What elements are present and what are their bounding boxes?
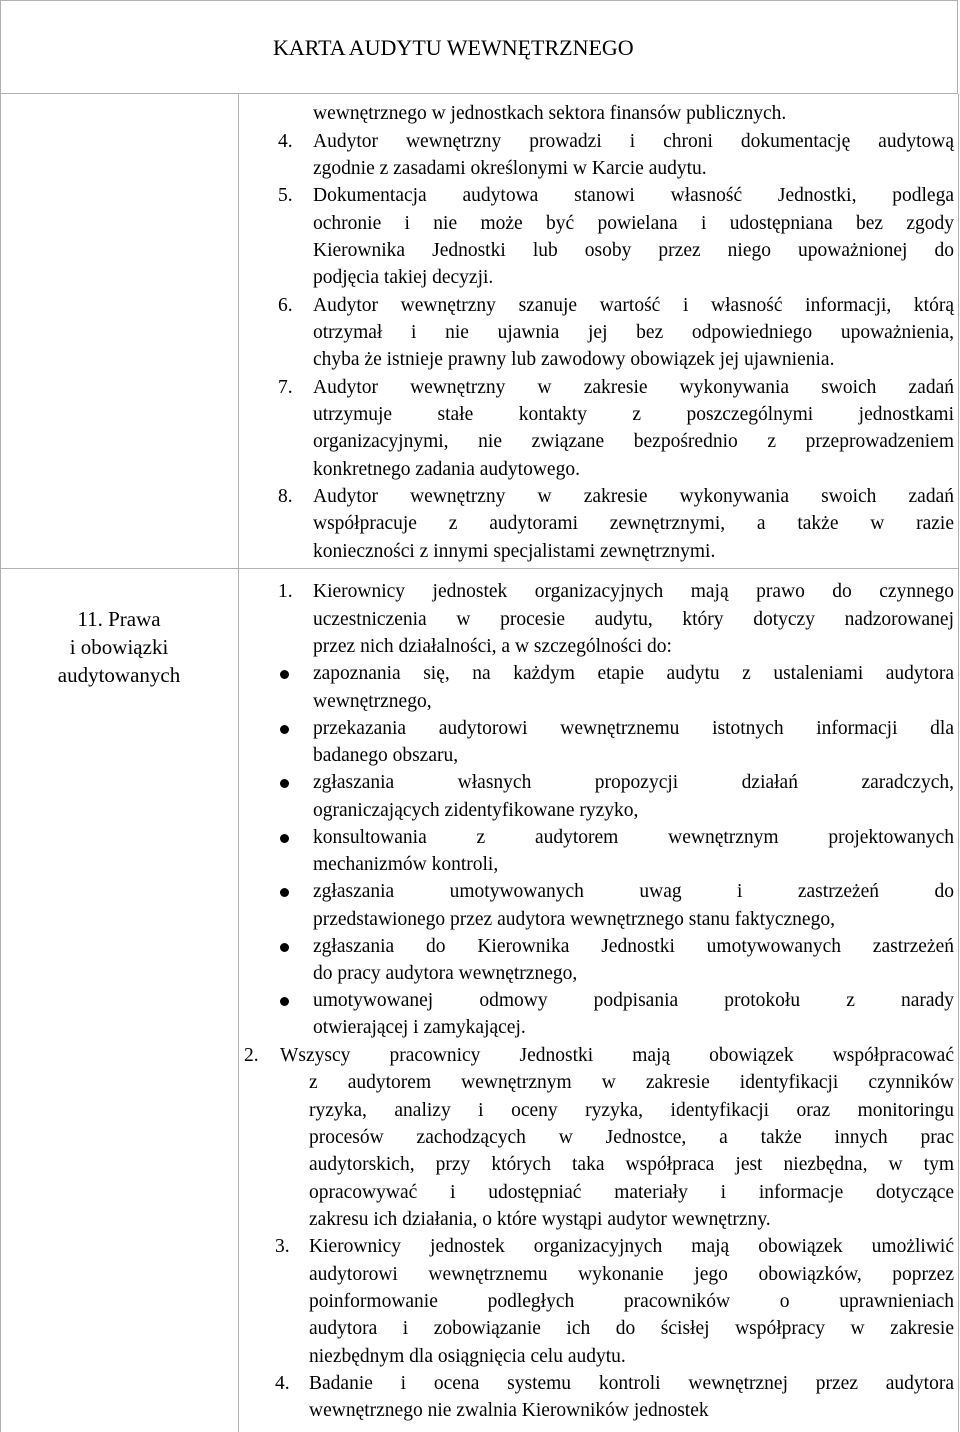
bullet-line: konsultowania z audytorem wewnętrznym projektowanych: [313, 827, 954, 848]
item-number: 4.: [275, 1373, 290, 1394]
paragraph-line: Wszyscy pracownicy Jednostki mają obowiązek współpracować: [280, 1045, 954, 1066]
paragraph-line: ryzyka, analizy i oceny ryzyka, identyfikacji oraz monitoringu: [309, 1100, 954, 1121]
section-label-line: audytowanych: [57, 663, 181, 687]
bullet-line: zgłaszania umotywowanych uwag i zastrzeżeń do: [313, 881, 954, 902]
header-cell: [0, 0, 958, 94]
item-number: 4.: [278, 131, 293, 152]
paragraph-line: wewnętrznego nie zwalnia Kierowników jednostek: [309, 1400, 709, 1421]
bullet-line: zapoznania się, na każdym etapie audytu z ustaleniami audytora: [313, 663, 954, 684]
paragraph-line: audytorskich, przy których taka współpraca jest niezbędna, w tym: [309, 1154, 954, 1175]
item-number: 8.: [278, 486, 293, 507]
paragraph-line: niezbędnym dla osiągnięcia celu audytu.: [309, 1346, 626, 1367]
paragraph-line: uczestniczenia w procesie audytu, który dotyczy nadzorowanej: [313, 609, 954, 630]
table-border-right: [958, 94, 959, 1432]
paragraph-line: Kierownicy jednostek organizacyjnych mają obowiązek umożliwić: [309, 1236, 954, 1257]
bullet-line: umotywowanej odmowy podpisania protokołu z narady: [313, 990, 954, 1011]
bullet-line: zgłaszania do Kierownika Jednostki umotywowanych zastrzeżeń: [313, 936, 954, 957]
paragraph-line: Kierownika Jednostki lub osoby przez niego upoważnionej do: [313, 240, 954, 261]
paragraph-line: audytora i zobowiązanie ich do ścisłej współpracy w zakresie: [309, 1318, 954, 1339]
paragraph-line: przez nich działalności, a w szczególności do:: [313, 636, 672, 657]
table-row-divider: [0, 568, 958, 569]
item-number: 1.: [278, 581, 293, 602]
bullet-line: mechanizmów kontroli,: [313, 854, 499, 875]
item-number: 7.: [278, 377, 293, 398]
paragraph-line: procesów zachodzących w Jednostce, a także innych prac: [309, 1127, 954, 1148]
bullet-icon: [280, 779, 289, 788]
paragraph-line: konkretnego zadania audytowego.: [313, 459, 580, 480]
paragraph-line: chyba że istnieje prawny lub zawodowy obowiązek jej ujawnienia.: [313, 349, 835, 370]
table-border-left: [0, 94, 1, 1432]
paragraph-line: opracowywać i udostępniać materiały i informacje dotyczące: [309, 1182, 954, 1203]
paragraph-line: zgodnie z zasadami określonymi w Karcie audytu.: [313, 158, 707, 179]
paragraph-line: poinformowanie podległych pracowników o uprawnieniach: [309, 1291, 954, 1312]
paragraph-line: konieczności z innymi specjalistami zewnętrznymi.: [313, 541, 716, 562]
paragraph-line: wewnętrznego w jednostkach sektora finansów publicznych.: [313, 103, 787, 124]
bullet-line: zgłaszania własnych propozycji działań zaradczych,: [313, 772, 954, 793]
paragraph-line: współpracuje z audytorami zewnętrznymi, a także w razie: [313, 513, 954, 534]
item-number: 6.: [278, 295, 293, 316]
item-number: 3.: [275, 1236, 290, 1257]
bullet-line: wewnętrznego,: [313, 691, 432, 712]
document-title: KARTA AUDYTU WEWNĘTRZNEGO: [273, 35, 634, 60]
section-label: [0, 605, 238, 689]
paragraph-line: Dokumentacja audytowa stanowi własność Jednostki, podlega: [313, 185, 954, 206]
paragraph-line: audytorowi wewnętrznemu wykonanie jego obowiązków, poprzez: [309, 1264, 954, 1285]
bullet-icon: [280, 670, 289, 679]
section-label-line: i obowiązki: [69, 635, 169, 659]
item-number: 2.: [244, 1045, 259, 1066]
paragraph-line: z audytorem wewnętrznym w zakresie identyfikacji czynników: [309, 1072, 954, 1093]
paragraph-line: Audytor wewnętrzny w zakresie wykonywania swoich zadań: [313, 377, 954, 398]
paragraph-line: otrzymał i nie ujawnia jej bez odpowiedniego upoważnienia,: [313, 322, 954, 343]
bullet-icon: [280, 943, 289, 952]
bullet-line: do pracy audytora wewnętrznego,: [313, 963, 578, 984]
paragraph-line: utrzymuje stałe kontakty z poszczególnymi jednostkami: [313, 404, 954, 425]
bullet-line: przedstawionego przez audytora wewnętrznego stanu faktycznego,: [313, 909, 835, 930]
bullet-icon: [280, 888, 289, 897]
paragraph-line: Audytor wewnętrzny w zakresie wykonywania swoich zadań: [313, 486, 954, 507]
bullet-line: przekazania audytorowi wewnętrznemu istotnych informacji dla: [313, 718, 954, 739]
paragraph-line: Audytor wewnętrzny prowadzi i chroni dokumentację audytową: [313, 131, 954, 152]
paragraph-line: podjęcia takiej decyzji.: [313, 267, 494, 288]
paragraph-line: Badanie i ocena systemu kontroli wewnętrznej przez audytora: [309, 1373, 954, 1394]
section-label-line: 11. Prawa: [77, 607, 161, 631]
bullet-icon: [280, 997, 289, 1006]
bullet-line: otwierającej i zamykającej.: [313, 1017, 526, 1038]
bullet-line: ograniczających zidentyfikowane ryzyko,: [313, 800, 639, 821]
paragraph-line: Audytor wewnętrzny szanuje wartość i własność informacji, którą: [313, 295, 954, 316]
bullet-icon: [280, 834, 289, 843]
paragraph-line: organizacyjnymi, nie związane bezpośrednio z przeprowadzeniem: [313, 431, 954, 452]
paragraph-line: zakresu ich działania, o które wystąpi audytor wewnętrzny.: [309, 1209, 771, 1230]
table-column-divider: [238, 94, 239, 1432]
bullet-line: badanego obszaru,: [313, 745, 459, 766]
bullet-icon: [280, 725, 289, 734]
item-number: 5.: [278, 185, 293, 206]
paragraph-line: Kierownicy jednostek organizacyjnych mają prawo do czynnego: [313, 581, 954, 602]
paragraph-line: ochronie i nie może być powielana i udostępniana bez zgody: [313, 213, 954, 234]
